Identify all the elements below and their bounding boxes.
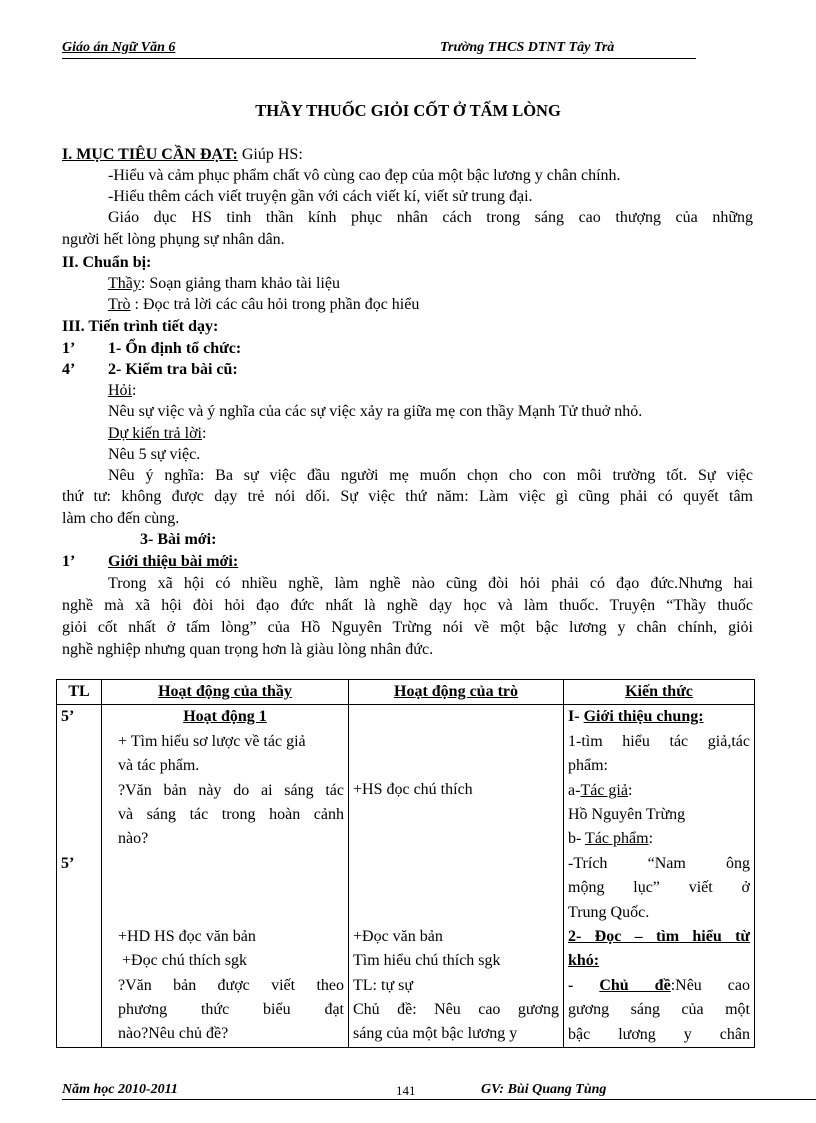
section3-heading: III. Tiến trình tiết dạy: (62, 318, 219, 335)
knowledge-line: 2- Đọc – tìm hiểu từ (568, 928, 750, 946)
teacher-cell (102, 705, 349, 1048)
student-label: Trò (108, 296, 131, 313)
answer-1: Nêu 5 sự việc. (108, 446, 201, 463)
tl-1: 5’ (61, 708, 75, 726)
intro-heading: Giới thiệu bài mới: (108, 553, 239, 570)
col-student (349, 680, 564, 705)
knowledge-line: - Chủ đề:Nêu cao (568, 976, 750, 994)
teacher-line: phương thức biểu đạt (118, 1001, 344, 1019)
knowledge-line: gương sáng của một (568, 1001, 750, 1019)
answer-2c: làm cho đến cùng. (62, 510, 180, 527)
student-line: Tìm hiểu chú thích sgk (353, 952, 501, 970)
activity-table (56, 679, 755, 1048)
tl-2: 5’ (61, 854, 75, 872)
col-student-label: Hoạt động của trò (394, 683, 518, 700)
intro-2: nghề mà xã hội đòi hỏi đạo đức nhất là nghề dạy học và làm thuốc. Truyện “Thầy thuốc (62, 597, 753, 614)
question-text: Nêu sự việc và ý nghĩa của các sự việc xảy ra giữa mẹ con thầy Mạnh Tử thuở nhỏ. (108, 403, 643, 420)
answer-2a: Nêu ý nghĩa: Ba sự việc đầu người mẹ muốn chọn cho con môi trường tốt. Sự việc (108, 467, 753, 484)
activity-1-heading: Hoạt động 1 (183, 708, 267, 726)
intro-3: giỏi cốt nhất ở tấm lòng” của Hồ Nguyên Trừng nói về một bậc lương y chân chính, giỏi (62, 619, 753, 636)
header-school: Trường THCS DTNT Tây Trà (440, 40, 615, 55)
objective-3: Giáo dục HS tinh thần kính phục nhân cách trong sáng cao thượng của những (108, 209, 753, 226)
teacher-line: và sáng tác trong hoàn cảnh (118, 806, 344, 824)
col-tl-label: TL (68, 683, 90, 700)
answer-2b: thứ tư: không được dạy trẻ nói dối. Sự việc thứ năm: Làm việc gì cũng phải có quyết tâm (62, 488, 753, 505)
knowledge-line: phẩm: (568, 757, 608, 775)
teacher-line: nào? (118, 830, 149, 848)
student-prep-text: : Đọc trả lời các câu hỏi trong phần đọc hiểu (130, 296, 420, 313)
section2-heading-text: II. Chuẩn bị: (62, 254, 152, 271)
student-line: +Đọc văn bản (353, 927, 443, 945)
intro-time: 1’ (62, 553, 76, 570)
knowledge-line: a-Tác giả: (568, 781, 633, 799)
objective-1: -Hiểu và cảm phục phẩm chất vô cùng cao đẹp của một bậc lương y chân chính. (108, 167, 621, 184)
teacher-line: nào?Nêu chủ đề? (118, 1025, 229, 1043)
page-header (62, 38, 696, 59)
header-subject: Giáo án Ngữ Văn 6 (62, 40, 176, 55)
col-teacher (102, 680, 349, 705)
teacher-line: +HD HS đọc văn bản (118, 927, 256, 945)
student-line: sáng của một bậc lương y (353, 1025, 518, 1043)
step1-heading: 1- Ổn định tổ chức: (108, 340, 242, 357)
knowledge-line: mộng lục” viết ở (568, 879, 750, 897)
step3-heading (140, 530, 216, 550)
teacher-prep-text: : Soạn giảng tham khảo tài liệu (140, 275, 340, 292)
tl-cell (57, 705, 102, 1048)
step2-time: 4’ (62, 361, 76, 378)
student-line: Chủ đề: Nêu cao gương (353, 1001, 559, 1019)
teacher-line: ?Văn bản được viết theo (118, 976, 344, 994)
teacher-line: +Đọc chú thích sgk (118, 952, 247, 970)
knowledge-line: Hồ Nguyên Trừng (568, 806, 686, 824)
col-knowledge-label: Kiến thức (625, 683, 693, 700)
footer-teacher: GV: Bùi Quang Tùng (481, 1082, 607, 1097)
knowledge-line: -Trích “Nam ông (568, 854, 750, 872)
answer-label: Dự kiến trả lời (108, 425, 202, 442)
step3-text: 3- Bài mới: (140, 531, 217, 548)
intro-1: Trong xã hội có nhiều nghề, làm nghề nào cũng đòi hỏi phải có đạo đức.Nhưng hai (108, 575, 753, 592)
question-label-line: Hỏi: (108, 382, 137, 399)
intro-4: nghề nghiệp nhưng quan trọng hơn là giàu lòng nhân đức. (62, 641, 434, 658)
teacher-line: và tác phẩm. (118, 757, 200, 775)
objective-2: -Hiểu thêm cách viết truyện gần với cách viết kí, viết sử trung đại. (108, 188, 533, 205)
footer-rule (62, 1099, 816, 1100)
student-line: TL: tự sự (353, 976, 414, 994)
step2-heading: 2- Kiểm tra bài cũ: (108, 361, 238, 378)
knowledge-line: 1-tìm hiểu tác giả,tác (568, 732, 750, 750)
teacher-prep (108, 274, 340, 294)
answer-label-line: Dự kiến trả lời: (108, 425, 207, 442)
teacher-line: + Tìm hiểu sơ lược về tác giả (118, 732, 306, 750)
knowledge-line: khó: (568, 952, 600, 970)
section1-lead: Giúp HS: (237, 146, 303, 163)
knowledge-line: b- Tác phẩm: (568, 830, 654, 848)
section1-heading-line (62, 145, 303, 165)
teacher-label: Thầy (108, 275, 141, 292)
question-label: Hỏi (108, 382, 132, 399)
student-line: +HS đọc chú thích (353, 781, 473, 799)
table-header-row (57, 680, 755, 705)
knowledge-line: bậc lương y chân (568, 1025, 750, 1043)
teacher-line: ?Văn bản này do ai sáng tác (118, 781, 344, 799)
section1-heading: I. MỤC TIÊU CẦN ĐẠT: (62, 146, 238, 163)
objective-3-cont: người hết lòng phụng sự nhân dân. (62, 231, 285, 248)
knowledge-cell (564, 705, 755, 1048)
knowledge-heading: I- Giới thiệu chung: (568, 708, 704, 726)
student-prep (108, 295, 419, 315)
page-number: 141 (396, 1083, 416, 1098)
col-tl (57, 680, 102, 705)
step1-time: 1’ (62, 340, 76, 357)
col-teacher-label: Hoạt động của thầy (158, 683, 292, 700)
student-cell (349, 705, 564, 1048)
knowledge-line: Trung Quốc. (568, 903, 650, 921)
col-knowledge (564, 680, 755, 705)
table-row (57, 705, 755, 1048)
footer-year: Năm học 2010-2011 (62, 1082, 178, 1097)
section2-heading (62, 253, 151, 273)
lesson-title: THẦY THUỐC GIỎI CỐT Ở TẤM LÒNG (255, 101, 561, 120)
